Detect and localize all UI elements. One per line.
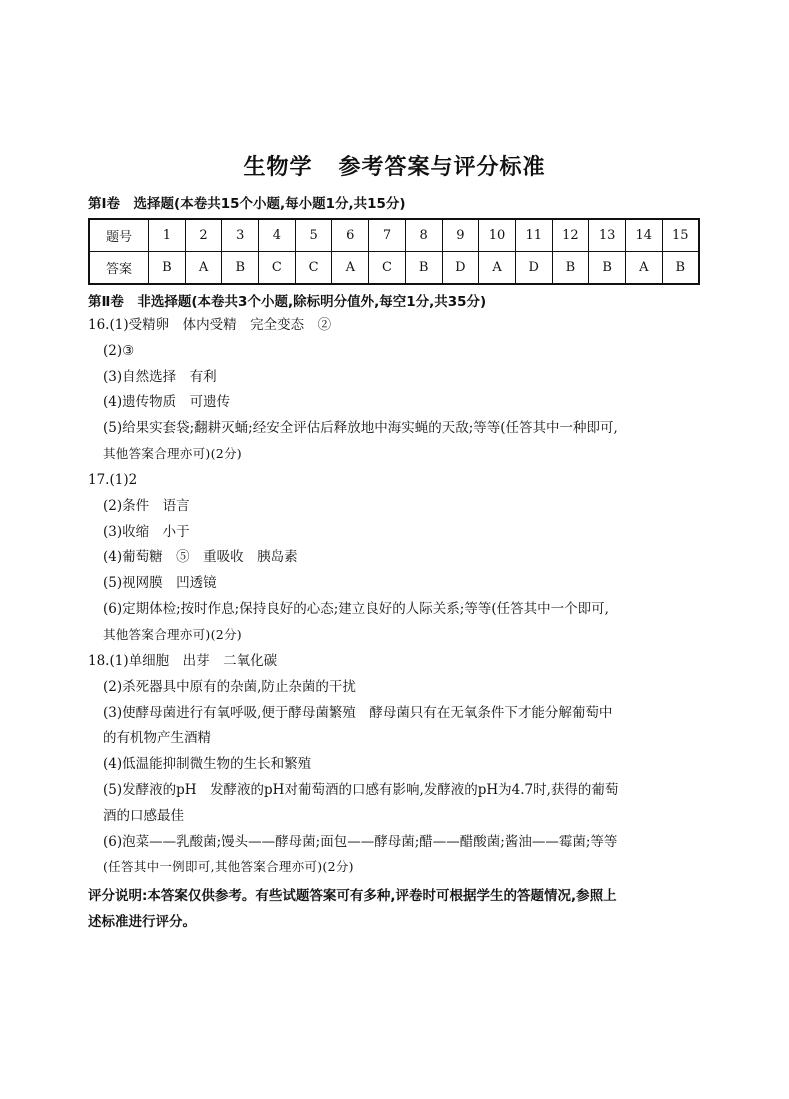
question-number: 15	[662, 219, 699, 252]
question-number: 13	[589, 219, 626, 252]
q17-line-1: 17.(1)2	[88, 472, 138, 488]
question-number: 3	[222, 219, 259, 252]
question-number: 1	[149, 219, 186, 252]
question-number: 6	[332, 219, 369, 252]
q17-line-7: 其他答案合理亦可)(2分)	[103, 627, 242, 642]
question-number: 8	[405, 219, 442, 252]
answer-cell: A	[479, 252, 516, 285]
q16-line-1: 16.(1)受精卵 体内受精 完全变态 ②	[88, 317, 332, 333]
q17-line-2: (2)条件 语言	[103, 498, 190, 514]
title-main: 参考答案与评分标准	[338, 155, 546, 180]
answer-cell: A	[185, 252, 222, 285]
q16-line-6: 其他答案合理亦可)(2分)	[103, 446, 242, 461]
answer-cell: D	[442, 252, 479, 285]
q16-line-5: (5)给果实套袋;翻耕灭蛹;经安全评估后释放地中海实蝇的天敌;等等(任答其中一种即可,	[103, 420, 618, 436]
answer-cell: B	[149, 252, 186, 285]
grading-note-line-2: 述标准进行评分。	[88, 914, 196, 930]
question-number: 2	[185, 219, 222, 252]
question-number: 14	[625, 219, 662, 252]
q18-line-9: (任答其中一例即可,其他答案合理亦可)(2分)	[103, 859, 354, 874]
answer-cell: C	[369, 252, 406, 285]
row-label-answer: 答案	[89, 252, 149, 285]
question-number: 11	[515, 219, 552, 252]
question-number: 7	[369, 219, 406, 252]
answer-cell: C	[259, 252, 296, 285]
answer-cell: B	[589, 252, 626, 285]
answer-cell: D	[515, 252, 552, 285]
answer-table	[88, 218, 700, 285]
answer-cell: A	[332, 252, 369, 285]
answer-cell: A	[625, 252, 662, 285]
q18-line-5: (4)低温能抑制微生物的生长和繁殖	[103, 756, 312, 772]
q17-line-5: (5)视网膜 凹透镜	[103, 575, 217, 591]
q18-line-6: (5)发酵液的pH 发酵液的pH对葡萄酒的口感有影响,发酵液的pH为4.7时,获得的葡萄	[103, 782, 619, 798]
answer-table-number-row	[89, 219, 699, 252]
q18-line-1: 18.(1)单细胞 出芽 二氧化碳	[88, 653, 278, 669]
q17-line-6: (6)定期体检;按时作息;保持良好的心态;建立良好的人际关系;等等(任答其中一个即可,	[103, 601, 609, 617]
answer-cell: C	[295, 252, 332, 285]
q18-line-4: 的有机物产生酒精	[103, 730, 211, 746]
question-number: 12	[552, 219, 589, 252]
q18-line-7: 酒的口感最佳	[103, 808, 184, 824]
q18-line-3: (3)使酵母菌进行有氧呼吸,便于酵母菌繁殖 酵母菌只有在无氧条件下才能分解葡萄中	[103, 705, 613, 721]
answer-table-answer-row	[89, 252, 699, 285]
answer-cell: B	[662, 252, 699, 285]
q18-line-2: (2)杀死器具中原有的杂菌,防止杂菌的干扰	[103, 679, 356, 695]
q17-line-3: (3)收缩 小于	[103, 524, 190, 540]
q16-line-3: (3)自然选择 有利	[103, 369, 217, 385]
section-2-heading: 第Ⅱ卷 非选择题(本卷共3个小题,除标明分值外,每空1分,共35分)	[88, 294, 487, 310]
question-number: 5	[295, 219, 332, 252]
row-label-number: 题号	[89, 219, 149, 252]
page-title	[0, 150, 789, 181]
section-1-heading: 第Ⅰ卷 选择题(本卷共15个小题,每小题1分,共15分)	[88, 196, 406, 212]
answer-cell: B	[222, 252, 259, 285]
question-number: 9	[442, 219, 479, 252]
grading-note-line-1: 评分说明:本答案仅供参考。有些试题答案可有多种,评卷时可根据学生的答题情况,参照上	[88, 888, 617, 904]
answer-cell: B	[552, 252, 589, 285]
answer-cell: B	[405, 252, 442, 285]
q17-line-4: (4)葡萄糖 ⑤ 重吸收 胰岛素	[103, 549, 298, 565]
title-subject: 生物学	[243, 155, 313, 180]
q16-line-2: (2)③	[103, 343, 135, 359]
q18-line-8: (6)泡菜——乳酸菌;馒头——酵母菌;面包——酵母菌;醋——醋酸菌;酱油——霉菌;等等	[103, 834, 618, 850]
question-number: 10	[479, 219, 516, 252]
question-number: 4	[259, 219, 296, 252]
q16-line-4: (4)遗传物质 可遗传	[103, 394, 231, 410]
